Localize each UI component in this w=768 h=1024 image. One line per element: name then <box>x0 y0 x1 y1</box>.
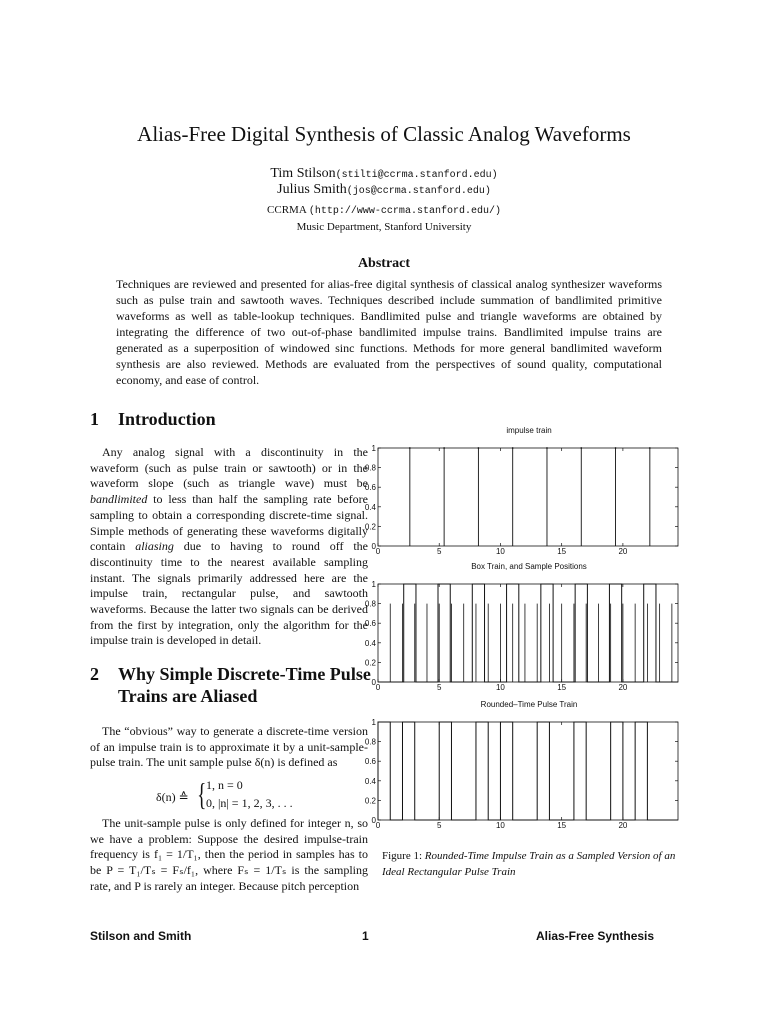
abstract-heading: Abstract <box>357 256 411 271</box>
impulse-marker <box>580 447 582 449</box>
section-2-body-bottom <box>90 816 368 895</box>
abstract-text: Techniques are reviewed and presented for alias-free digital synthesis of classical analog synthesizer waveforms such as pulse train and sawtooth waves. Techniques described include summation of bandlimited primitive waveforms as well as table-lookup techniques. Bandlimited pulse and triangle waveforms are obtained by integrating the difference of two out-of-phase bandlimited impulse trains. Bandlimited impulse trains are generated as a superposition of windowed sinc functions. Methods for more general bandlimited waveform synthesis are also reviewed. Methods are evaluated from the perspectives of sound quality, computational economy, and ease of control. <box>116 277 662 387</box>
plot-frame <box>378 584 678 682</box>
equation-case-1: 1, n = 0 <box>206 778 243 792</box>
y-tick-label: 0.6 <box>364 483 376 493</box>
chart-2 <box>366 576 680 708</box>
plot-frame <box>378 722 678 820</box>
section-title-line-2: Trains are Aliased <box>118 686 258 706</box>
x-tick-label: 0 <box>375 547 381 556</box>
x-tick-label: 20 <box>618 683 628 692</box>
y-tick-label: 0.8 <box>364 737 376 747</box>
y-tick-label: 0 <box>371 816 376 825</box>
impulse-marker <box>478 447 480 449</box>
chart-3-title: Rounded–Time Pulse Train <box>480 700 578 709</box>
y-tick-label: 0.2 <box>364 658 376 668</box>
equation-lhs: δ(n) ≙ <box>156 790 189 804</box>
equation-case-2: 0, |n| = 1, 2, 3, . . . <box>206 796 293 810</box>
figure-caption <box>382 848 678 880</box>
y-tick-label: 0 <box>371 678 376 687</box>
y-tick-label: 0.6 <box>364 619 376 629</box>
section-title: Introduction <box>118 409 216 429</box>
paragraph: The “obvious” way to generate a discrete-time version of an impulse train is to approximate it by a unit-sample-pulse train. The unit sample pulse δ(n) is defined as <box>90 724 368 770</box>
impulse-marker <box>649 447 651 449</box>
caption-text: Rounded-Time Impulse Train as a Sampled Version of an Ideal Rectangular Pulse Train <box>382 850 676 878</box>
footer-left: Stilson and Smith <box>90 929 192 943</box>
y-tick-label: 0 <box>371 542 376 551</box>
author-email: (jos@ccrma.stanford.edu) <box>346 186 491 197</box>
chart-1-title: impulse train <box>506 426 552 435</box>
y-tick-label: 0.6 <box>364 757 376 767</box>
author-1 <box>0 166 768 182</box>
pulse-train-line <box>378 584 678 682</box>
impulse-marker <box>512 447 514 449</box>
y-tick-label: 1 <box>371 718 376 727</box>
x-tick-label: 5 <box>436 547 442 556</box>
chart-3 <box>366 714 680 846</box>
chart-2-title: Box Train, and Sample Positions <box>471 562 587 571</box>
author-name: Tim Stilson <box>270 166 336 181</box>
equation-brace: { <box>197 776 207 812</box>
paragraph: The unit-sample pulse is only defined for integer n, so we have a problem: Suppose the desired impulse-train frequency is f₁ = 1/T₁, then the period in samples has to be P = T₁/Tₛ = Fₛ/f₁, where Fₛ = 1/Tₛ is the sampling rate, and P is rarely an integer. Because pitch perception <box>90 816 368 893</box>
section-2-body-top <box>90 724 368 771</box>
x-tick-label: 0 <box>375 821 381 830</box>
y-tick-label: 0.2 <box>364 522 376 532</box>
section-2-heading <box>90 663 371 707</box>
y-tick-label: 0.2 <box>364 796 376 806</box>
page-number: 1 <box>362 929 369 943</box>
author-email: (stilti@ccrma.stanford.edu) <box>335 170 498 181</box>
affiliation-name: CCRMA <box>267 204 307 216</box>
plot-frame <box>378 448 678 546</box>
x-tick-label: 5 <box>436 821 442 830</box>
author-name: Julius Smith <box>277 182 347 197</box>
affiliation-url: (http://www-ccrma.stanford.edu/) <box>308 206 501 217</box>
section-1-heading <box>90 408 216 430</box>
impulse-marker <box>615 447 617 449</box>
pulse-train-line <box>378 722 678 820</box>
impulse-marker <box>546 447 548 449</box>
footer-right: Alias-Free Synthesis <box>536 929 655 943</box>
x-tick-label: 10 <box>495 547 505 556</box>
impulse-marker <box>409 447 411 449</box>
y-tick-label: 0.8 <box>364 463 376 473</box>
x-tick-label: 5 <box>436 683 442 692</box>
section-1-body <box>90 445 368 649</box>
paragraph: Any analog signal with a discontinuity in the waveform (such as pulse train or sawtooth) or in the waveform slope (such as triangle wave) must be bandlimited to less than half the sampling rate before sampling to obtain a corresponding discrete-time signal. Simple methods of generating these waveforms digitally contain aliasing due to having to round off the discontinuity time to the nearest available sampling instant. The signals primarily addressed here are the impulse train, rectangular pulse, and sawtooth waveforms. Because the latter two signals can be derived from the first by integration, only the algorithm for the impulse train is developed in detail. <box>90 445 368 648</box>
section-title-line-1: Why Simple Discrete-Time Pulse <box>118 664 371 684</box>
y-tick-label: 1 <box>371 580 376 589</box>
x-tick-label: 10 <box>495 821 505 830</box>
x-tick-label: 15 <box>557 547 567 556</box>
y-tick-label: 0.4 <box>364 776 376 786</box>
paper-title: Alias-Free Digital Synthesis of Classic Analog Waveforms <box>137 122 631 146</box>
emphasis: aliasing <box>135 539 174 554</box>
x-tick-label: 15 <box>557 683 567 692</box>
impulse-marker <box>443 447 445 449</box>
caption-label: Figure 1: <box>382 850 423 862</box>
y-tick-label: 0.4 <box>364 638 376 648</box>
delta-symbol: δ(n) <box>254 755 275 770</box>
x-tick-label: 10 <box>495 683 505 692</box>
section-number: 1 <box>90 409 99 429</box>
chart-1 <box>366 440 680 572</box>
x-tick-label: 15 <box>557 821 567 830</box>
affiliation-line-2: Music Department, Stanford University <box>296 221 472 233</box>
affiliation-line-1 <box>0 204 768 217</box>
x-tick-label: 20 <box>618 547 628 556</box>
y-tick-label: 0.8 <box>364 599 376 609</box>
y-tick-label: 1 <box>371 444 376 453</box>
section-number: 2 <box>90 664 99 684</box>
emphasis: bandlimited <box>90 492 148 507</box>
author-2 <box>0 182 768 198</box>
y-tick-label: 0.4 <box>364 502 376 512</box>
x-tick-label: 0 <box>375 683 381 692</box>
x-tick-label: 20 <box>618 821 628 830</box>
